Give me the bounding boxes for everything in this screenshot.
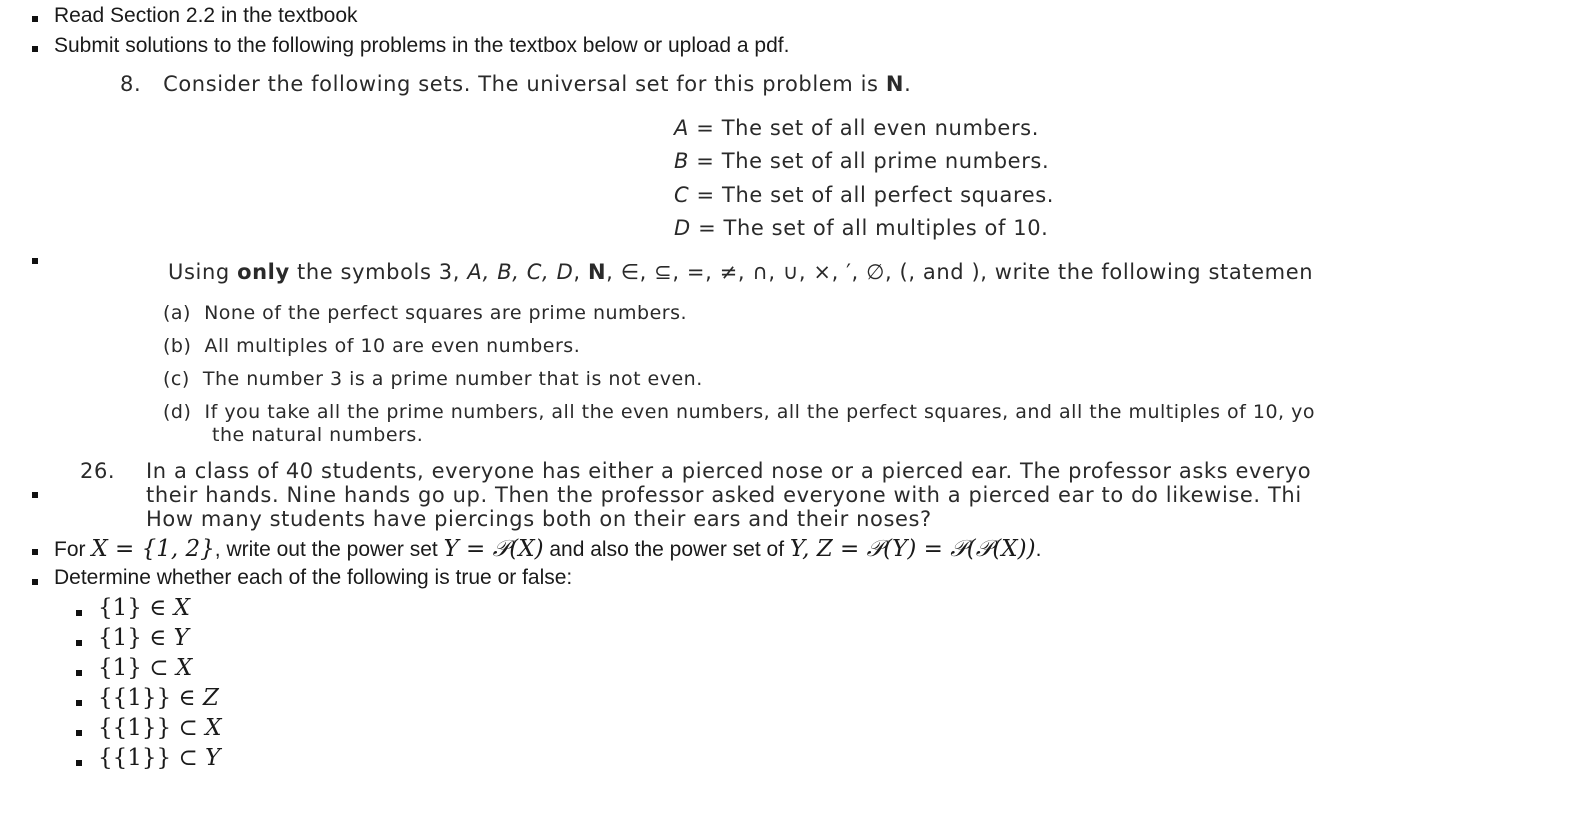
bullet bbox=[32, 549, 38, 555]
tf-item: {{1}} ∈ Z bbox=[98, 685, 219, 711]
problem-26-line: In a class of 40 students, everyone has either a pierced nose or a pierced ear. The professor asks everyo bbox=[146, 459, 1312, 483]
sub-bullet bbox=[76, 760, 82, 766]
bullet bbox=[32, 258, 38, 264]
tf-item: {1} ∈ X bbox=[98, 595, 190, 621]
set-definition-row: C = The set of all perfect squares. bbox=[674, 183, 1055, 207]
part-b: (b) All multiples of 10 are even numbers. bbox=[163, 335, 581, 357]
bullet bbox=[32, 16, 38, 22]
problem-8-intro: 8. Consider the following sets. The universal set for this problem is N. bbox=[120, 72, 912, 96]
tf-item: {{1}} ⊂ Y bbox=[98, 745, 221, 771]
symbol-instructions: Using only the symbols 3, A, B, C, D, N, ∈, ⊆, =, ≠, ∩, ∪, ×, ′, ∅, (, and ), write the following statemen bbox=[168, 260, 1314, 284]
sub-bullet bbox=[76, 640, 82, 646]
math-z-def: Y, Z = 𝒫(Y) = 𝒫(𝒫(X)) bbox=[789, 536, 1036, 562]
problem-26-line: their hands. Nine hands go up. Then the professor asked everyone with a pierced ear to do likewise. Thi bbox=[146, 483, 1302, 507]
sub-bullet bbox=[76, 730, 82, 736]
bullet bbox=[32, 579, 38, 585]
part-d: (d) If you take all the prime numbers, all the even numbers, all the perfect squares, and all the multiples of 10, yo bbox=[163, 401, 1315, 423]
sub-bullet bbox=[76, 610, 82, 616]
tf-item: {{1}} ⊂ X bbox=[98, 715, 222, 741]
bullet bbox=[32, 492, 38, 498]
part-a: (a) None of the perfect squares are prime numbers. bbox=[163, 302, 688, 324]
sub-bullet bbox=[76, 700, 82, 706]
bullet bbox=[32, 46, 38, 52]
instruction-submit: Submit solutions to the following problems in the textbox below or upload a pdf. bbox=[54, 34, 790, 57]
true-false-prompt: Determine whether each of the following is true or false: bbox=[54, 566, 573, 589]
part-c: (c) The number 3 is a prime number that is not even. bbox=[163, 368, 703, 390]
instruction-read: Read Section 2.2 in the textbook bbox=[54, 4, 358, 27]
sub-bullet bbox=[76, 670, 82, 676]
power-set-instruction: For X = {1, 2}, write out the power set Y = 𝒫(X) and also the power set of Y, Z = 𝒫(Y) = 𝒫(𝒫(X)). bbox=[54, 536, 1042, 562]
universe-symbol: N bbox=[885, 72, 905, 96]
part-d-continued: the natural numbers. bbox=[212, 424, 424, 446]
set-definition-row: D = The set of all multiples of 10. bbox=[674, 216, 1049, 240]
problem-number: 8. bbox=[120, 72, 142, 96]
set-definition-row: B = The set of all prime numbers. bbox=[674, 149, 1050, 173]
set-definition-row: A = The set of all even numbers. bbox=[674, 116, 1039, 140]
math-y-def: Y = 𝒫(X) bbox=[443, 536, 544, 562]
problem-intro-text: Consider the following sets. The universal set for this problem is bbox=[163, 72, 886, 96]
problem-26-line: How many students have piercings both on their ears and their noses? bbox=[146, 507, 932, 531]
tf-item: {1} ∈ Y bbox=[98, 625, 189, 651]
math-x-def: X = {1, 2} bbox=[91, 536, 215, 562]
problem-26-number: 26. bbox=[80, 459, 116, 483]
tf-item: {1} ⊂ X bbox=[98, 655, 193, 681]
